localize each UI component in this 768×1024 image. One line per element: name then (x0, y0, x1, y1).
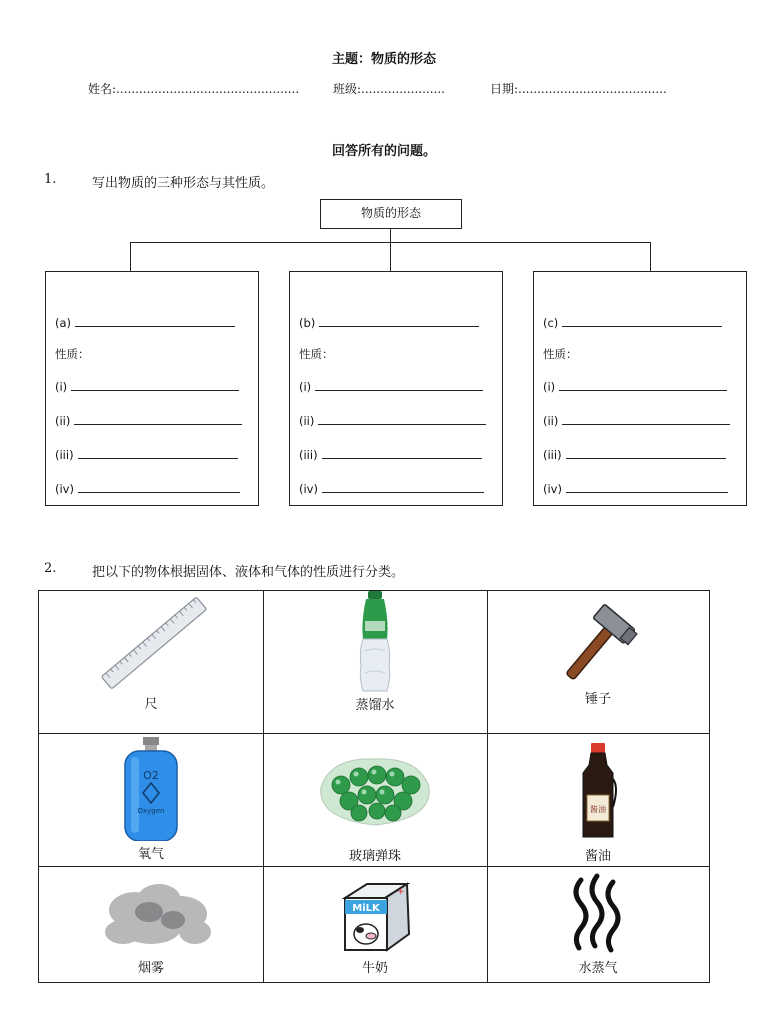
state-name-row[interactable]: (c) (543, 314, 722, 330)
answer-blank[interactable] (322, 446, 482, 459)
tree-connector (650, 242, 651, 271)
class-dots: ...................... (361, 82, 445, 96)
item-label: 牛奶 (361, 961, 388, 976)
svg-text:酱油: 酱油 (590, 805, 606, 814)
state-name-row[interactable]: (b) (299, 314, 479, 330)
question-2-number: 2. (44, 561, 57, 576)
tree-connector (390, 242, 391, 271)
soy-sauce-bottle-icon (579, 743, 619, 839)
property-row[interactable]: (iv) (543, 480, 728, 496)
answer-blank[interactable] (566, 446, 726, 459)
class-field[interactable] (333, 80, 445, 97)
grid-cell-ruler[interactable] (39, 591, 263, 733)
question-1 (44, 172, 644, 190)
date-field[interactable] (490, 80, 667, 97)
grid-cell-marbles[interactable] (263, 733, 487, 866)
answer-blank[interactable] (75, 314, 235, 327)
answer-blank[interactable] (315, 378, 483, 391)
classification-grid (38, 590, 710, 983)
answer-blank[interactable] (318, 412, 486, 425)
hammer-icon (555, 597, 641, 689)
item-label: 酱油 (584, 849, 611, 864)
item-label: 蒸馏水 (355, 698, 395, 713)
name-label: 姓名: (88, 82, 117, 96)
property-row[interactable]: (ii) (55, 412, 242, 428)
grid-cell-smoke[interactable] (39, 866, 263, 982)
grid-cell-steam[interactable] (487, 866, 709, 982)
item-label: 尺 (144, 697, 158, 712)
answer-blank[interactable] (562, 314, 722, 327)
answer-blank[interactable] (71, 378, 239, 391)
date-dots: ....................................... (518, 82, 667, 96)
svg-text:+: + (397, 887, 405, 897)
property-row[interactable]: (ii) (543, 412, 730, 428)
property-row[interactable]: (iii) (299, 446, 482, 462)
property-label: 性质： (55, 347, 90, 361)
property-row[interactable]: (i) (299, 378, 483, 394)
property-row[interactable]: (iii) (55, 446, 238, 462)
date-label: 日期: (490, 82, 519, 96)
item-label: 玻璃弹珠 (348, 849, 401, 864)
question-1-text: 写出物质的三种形态与其性质。 (92, 176, 275, 191)
property-label: 性质： (299, 347, 334, 361)
page-title: 主题：物质的形态 (331, 52, 436, 67)
item-label: 氧气 (137, 847, 164, 862)
question-2-text: 把以下的物体根据固体、液体和气体的性质进行分类。 (92, 565, 405, 580)
grid-cell-hammer[interactable] (487, 591, 709, 733)
class-label: 班级: (333, 82, 362, 96)
question-1-number: 1. (44, 172, 57, 187)
answer-blank[interactable] (319, 314, 479, 327)
name-dots: ................................................ (116, 82, 300, 96)
marbles-icon (311, 747, 439, 833)
property-row[interactable]: (i) (543, 378, 727, 394)
steam-icon (567, 872, 627, 954)
answer-blank[interactable] (78, 446, 238, 459)
property-row[interactable]: (iv) (299, 480, 484, 496)
instructions: 回答所有的问题。 (331, 144, 436, 159)
answer-blank[interactable] (78, 480, 240, 493)
svg-text:MiLK: MiLK (352, 903, 380, 914)
property-row[interactable]: (i) (55, 378, 239, 394)
answer-blank[interactable] (559, 378, 727, 391)
ruler-icon (94, 593, 214, 691)
tree-connector (390, 229, 391, 242)
answer-blank[interactable] (74, 412, 242, 425)
tree-connector (130, 242, 131, 271)
property-row[interactable]: (iii) (543, 446, 726, 462)
property-row[interactable]: (iv) (55, 480, 240, 496)
item-label: 烟雾 (137, 961, 164, 976)
answer-blank[interactable] (322, 480, 484, 493)
name-field[interactable] (88, 80, 299, 97)
oxygen-tank-icon (119, 737, 183, 841)
milk-carton-icon (333, 878, 417, 954)
states-root-box: 物质的形态 (320, 199, 462, 229)
state-card-a (45, 271, 259, 506)
item-label: 锤子 (584, 692, 611, 707)
state-card-c (533, 271, 747, 506)
state-card-b (289, 271, 503, 506)
water-bottle-icon (355, 591, 395, 695)
answer-blank[interactable] (562, 412, 730, 425)
grid-cell-distilled-water[interactable] (263, 591, 487, 733)
item-label: 水蒸气 (578, 961, 618, 976)
question-2 (44, 561, 684, 579)
svg-text:O2: O2 (143, 769, 159, 782)
answer-blank[interactable] (566, 480, 728, 493)
svg-text:Oxygen: Oxygen (137, 807, 165, 815)
state-name-row[interactable]: (a) (55, 314, 235, 330)
smoke-icon (95, 870, 219, 956)
grid-cell-oxygen[interactable] (39, 733, 263, 866)
property-label: 性质： (543, 347, 578, 361)
property-row[interactable]: (ii) (299, 412, 486, 428)
grid-cell-milk[interactable] (263, 866, 487, 982)
grid-cell-soy-sauce[interactable] (487, 733, 709, 866)
